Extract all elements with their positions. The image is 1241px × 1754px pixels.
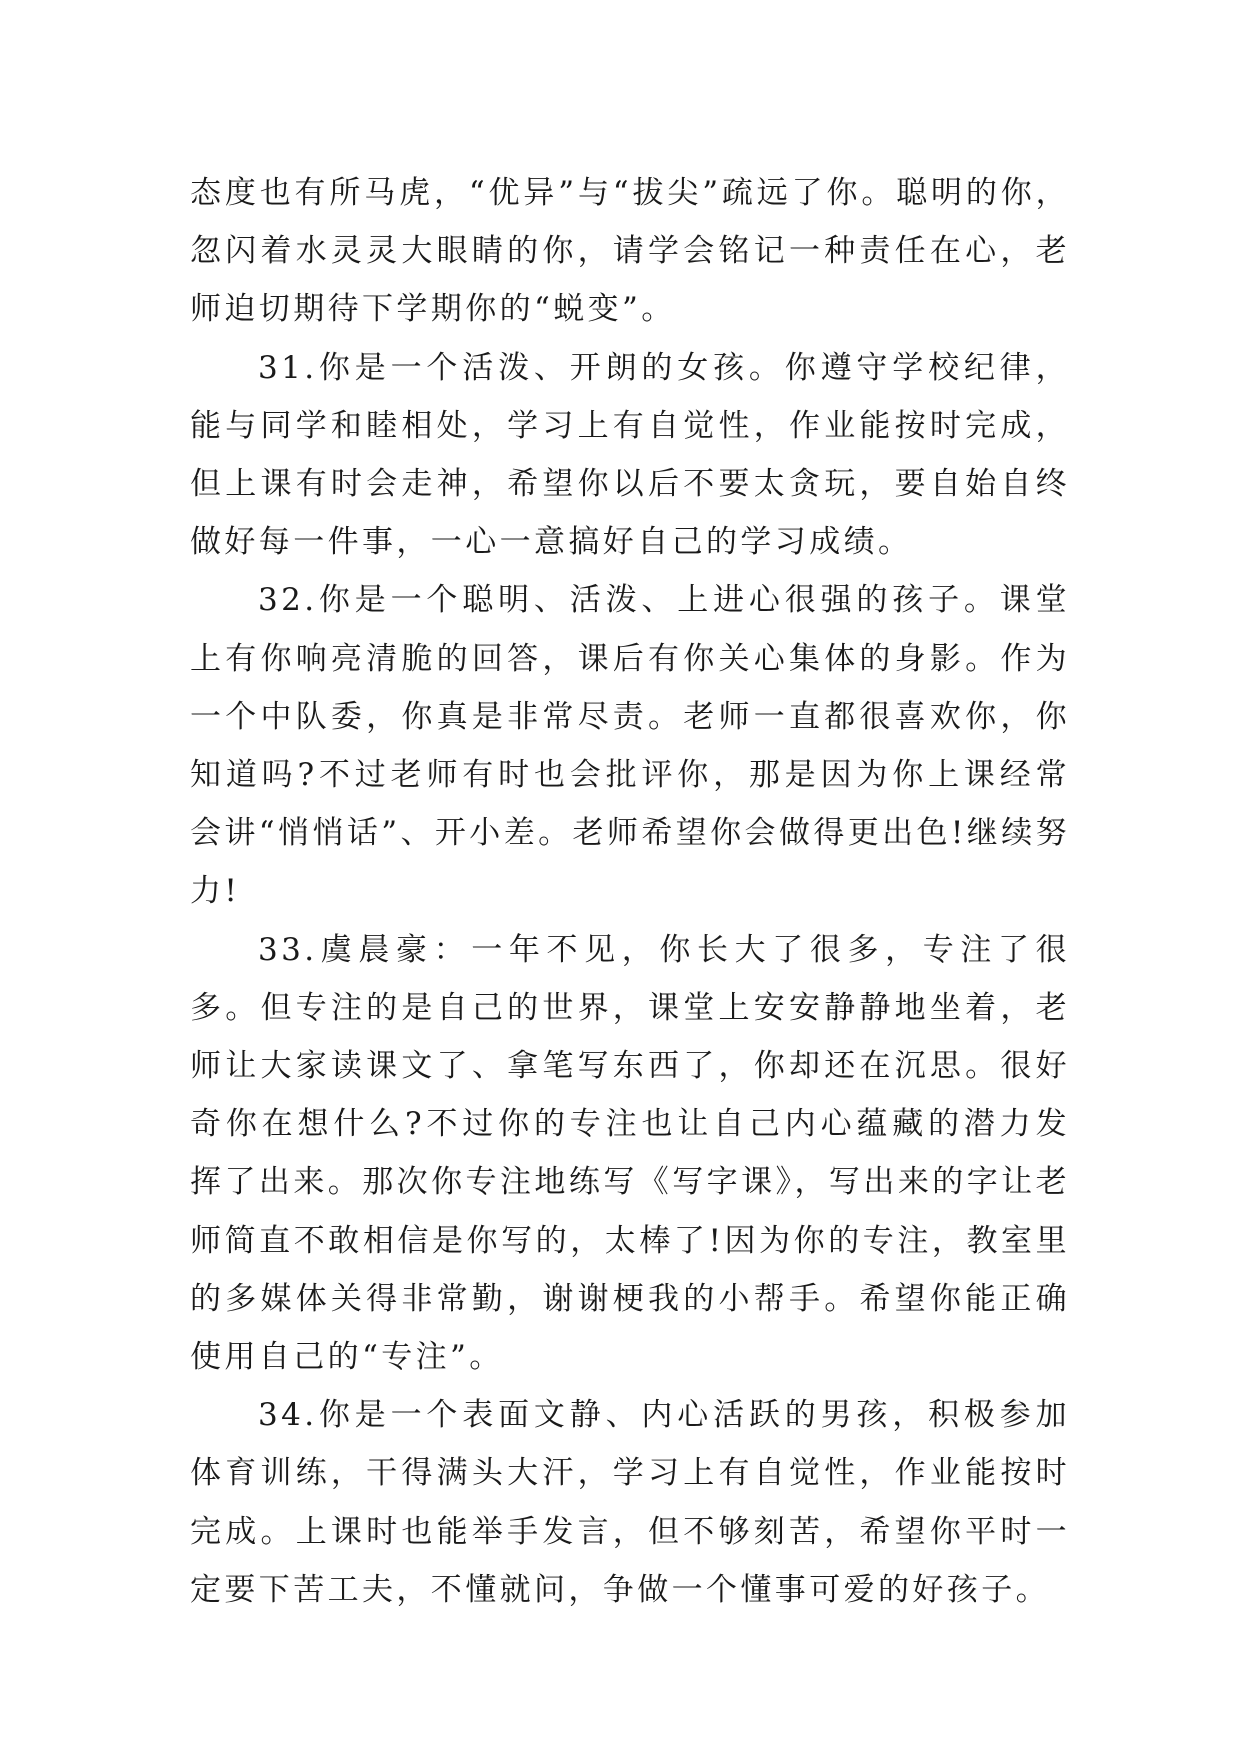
paragraph-item-34: 34.你是一个表面文静、内心活跃的男孩，积极参加体育训练，干得满头大汗，学习上有自觉性，作业能按时完成。上课时也能举手发言，但不够刻苦，希望你平时一定要下苦工夫，不懂就问，争做一个懂事可爱的好孩子。 (190, 1397, 1070, 1608)
paragraph-item-32: 32.你是一个聪明、活泼、上进心很强的孩子。课堂上有你响亮清脆的回答，课后有你关心集体的身影。作为一个中队委，你真是非常尽责。老师一直都很喜欢你，你知道吗?不过老师有时也会批评你，那是因为你上课经常会讲“悄悄话”、开小差。老师希望你会做得更出色!继续努力! (190, 582, 1070, 910)
document-body (190, 164, 1070, 1619)
paragraph-item-33: 33.虞晨豪：一年不见，你长大了很多，专注了很多。但专注的是自己的世界，课堂上安安静静地坐着，老师让大家读课文了、拿笔写东西了，你却还在沉思。很好奇你在想什么?不过你的专注也让自己内心蕴藏的潜力发挥了出来。那次你专注地练写《写字课》，写出来的字让老师简直不敢相信是你写的，太棒了!因为你的专注，教室里的多媒体关得非常勤，谢谢梗我的小帮手。希望你能正确使用自己的“专注”。 (190, 931, 1070, 1376)
paragraph-continuation: 态度也有所马虎，“优异”与“拔尖”疏远了你。聪明的你，忽闪着水灵灵大眼睛的你，请学会铭记一种责任在心，老师迫切期待下学期你的“蜕变”。 (190, 175, 1070, 328)
paragraph-item-31: 31.你是一个活泼、开朗的女孩。你遵守学校纪律，能与同学和睦相处，学习上有自觉性，作业能按时完成，但上课有时会走神，希望你以后不要太贪玩，要自始自终做好每一件事，一心一意搞好自己的学习成绩。 (190, 349, 1070, 561)
